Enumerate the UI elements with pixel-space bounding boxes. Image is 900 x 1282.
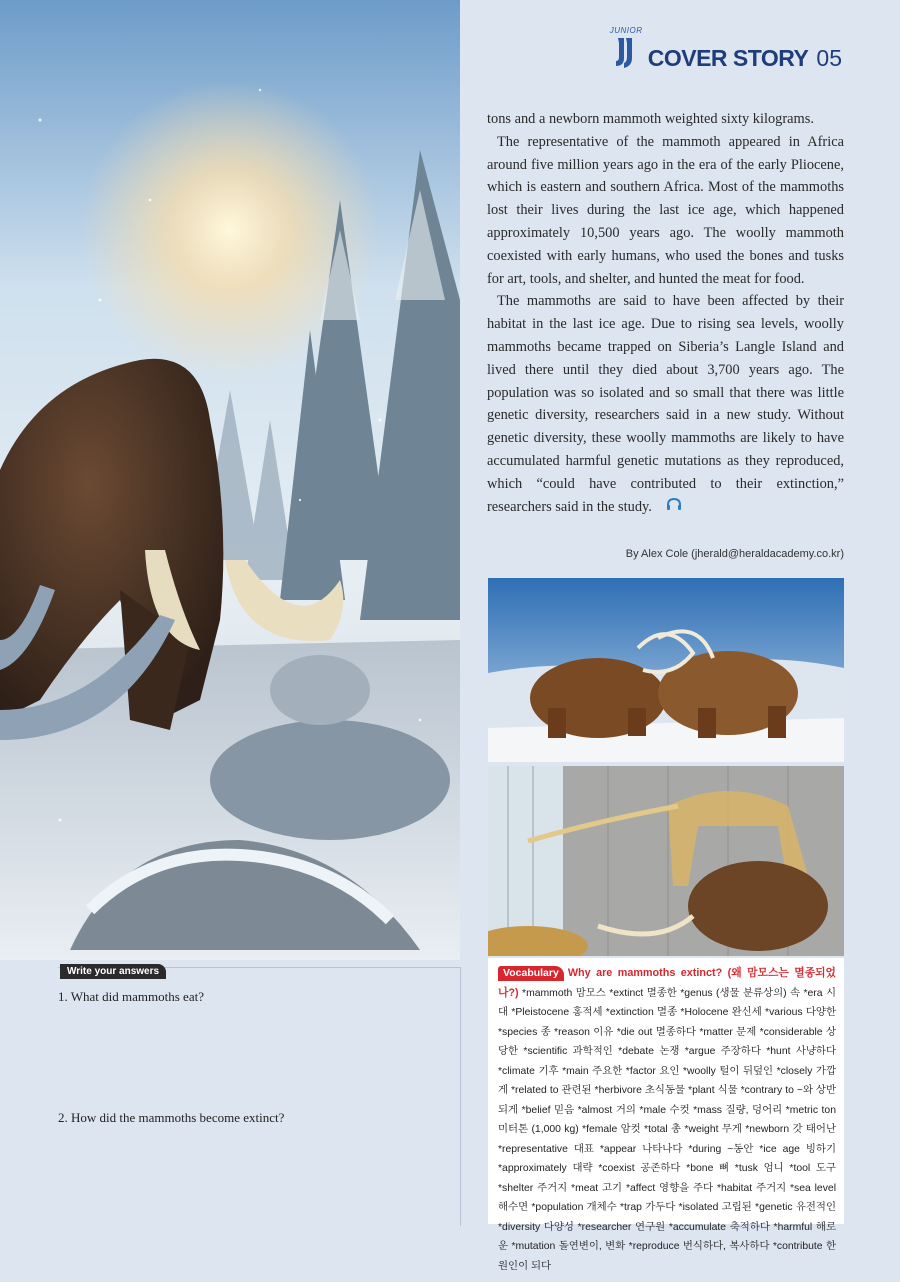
section-title: COVER STORY <box>647 45 809 71</box>
junior-logo-icon <box>609 26 643 72</box>
page-number: 05 <box>816 45 842 71</box>
article-body <box>487 108 844 519</box>
question-2: 2. How did the mammoths become extinct? <box>58 1110 285 1125</box>
hero-illustration-woolly-mammoth <box>0 0 460 960</box>
question-1: 1. What did mammoths eat? <box>58 989 204 1004</box>
answers-box <box>58 967 461 1226</box>
page-header <box>609 26 842 72</box>
vocabulary-list: *mammoth 맘모스 *extinct 멸종한 *genus (생물 분류상의) 속 *era 시대 *Pleistocene 홍적세 *extinction 멸종 *Holocene 완신세 *various 다양한 *species 종 *reason 이유 *die out 멸종하다 *matter 문제 *considerable 상당한 *scientific 과학적인 *debate 논쟁 *argue 주장하다 *hunt 사냥하다 *climate 기후 *main 주요한 *factor 요인 *woolly 털이 뒤덮인 *closely 가깝게 *related to 관련된 *herbivore 초식동물 *plant 식물 *contrary to ~와 상반되게 *belief 믿음 *almost 거의 *male 수컷 *mass 질량, 덩어리 *metric ton 미터톤 (1,000 kg) *female 암컷 *total 총 *weight 무게 *newborn 갓 태어난 *representative 대표 *appear 나타나다 *during ~동안 *ice age 빙하기 *approximately 대략 *coexist 공존하다 *bone 뼈 *tusk 엄니 *tool 도구 *shelter 주거지 *meat 고기 *affect 영향을 주다 *habitat 주거지 *sea level 해수면 *population 개체수 *trap 가두다 *isolated 고립된 *genetic 유전적인 *diversity 다양성 *researcher 연구원 *accumulate 축적하다 *harmful 해로운 *mutation 돌연변이, 변화 *reproduce 번식하다, 복사하다 *contribute 한 원인이 되다 <box>498 987 836 1272</box>
photo-mammoths-fighting <box>488 578 844 762</box>
photo-mammoth-museum-skeleton <box>488 766 844 956</box>
logo-text: JUNIOR <box>609 26 643 35</box>
vocabulary-box <box>488 958 844 1272</box>
byline: By Alex Cole (jherald@heraldacademy.co.kr) <box>625 548 844 560</box>
article-paragraph-text: The mammoths are said to have been affected by their habitat in the last ice age. Due to rising sea levels, woolly mammoths became trapped on Siberia’s Langle Island and lived there until they died about 3,700 years ago. The population was so isolated and so small that there was little genetic diversity, researchers said in a new study. Without genetic diversity, these woolly mammoths are likely to have accumulated harmful genetic mutations as they reproduced, which “could have contributed to their extinction,” researchers said in the study. <box>487 293 844 515</box>
article-paragraph <box>487 290 844 518</box>
article-paragraph: The representative of the mammoth appeared in Africa around five million years ago in the era of the early Pliocene, which is eastern and southern Africa. Most of the mammoths lost their lives during the last ice age, which happened approximately 10,500 years ago. The woolly mammoth coexisted with early humans, who used the bones and tusks for art, tools, and shelter, and hunted the meat for food. <box>487 133 844 287</box>
vocabulary-question: Why are mammoths extinct? (왜 맘모스는 멸종되었나?) <box>498 967 836 999</box>
article-paragraph: tons and a newborn mammoth weighted sixty kilograms. <box>487 111 814 127</box>
answers-tag: Write your answers <box>60 964 166 979</box>
vocabulary-badge: Vocabulary <box>498 966 564 981</box>
headphone-icon[interactable] <box>656 496 682 519</box>
